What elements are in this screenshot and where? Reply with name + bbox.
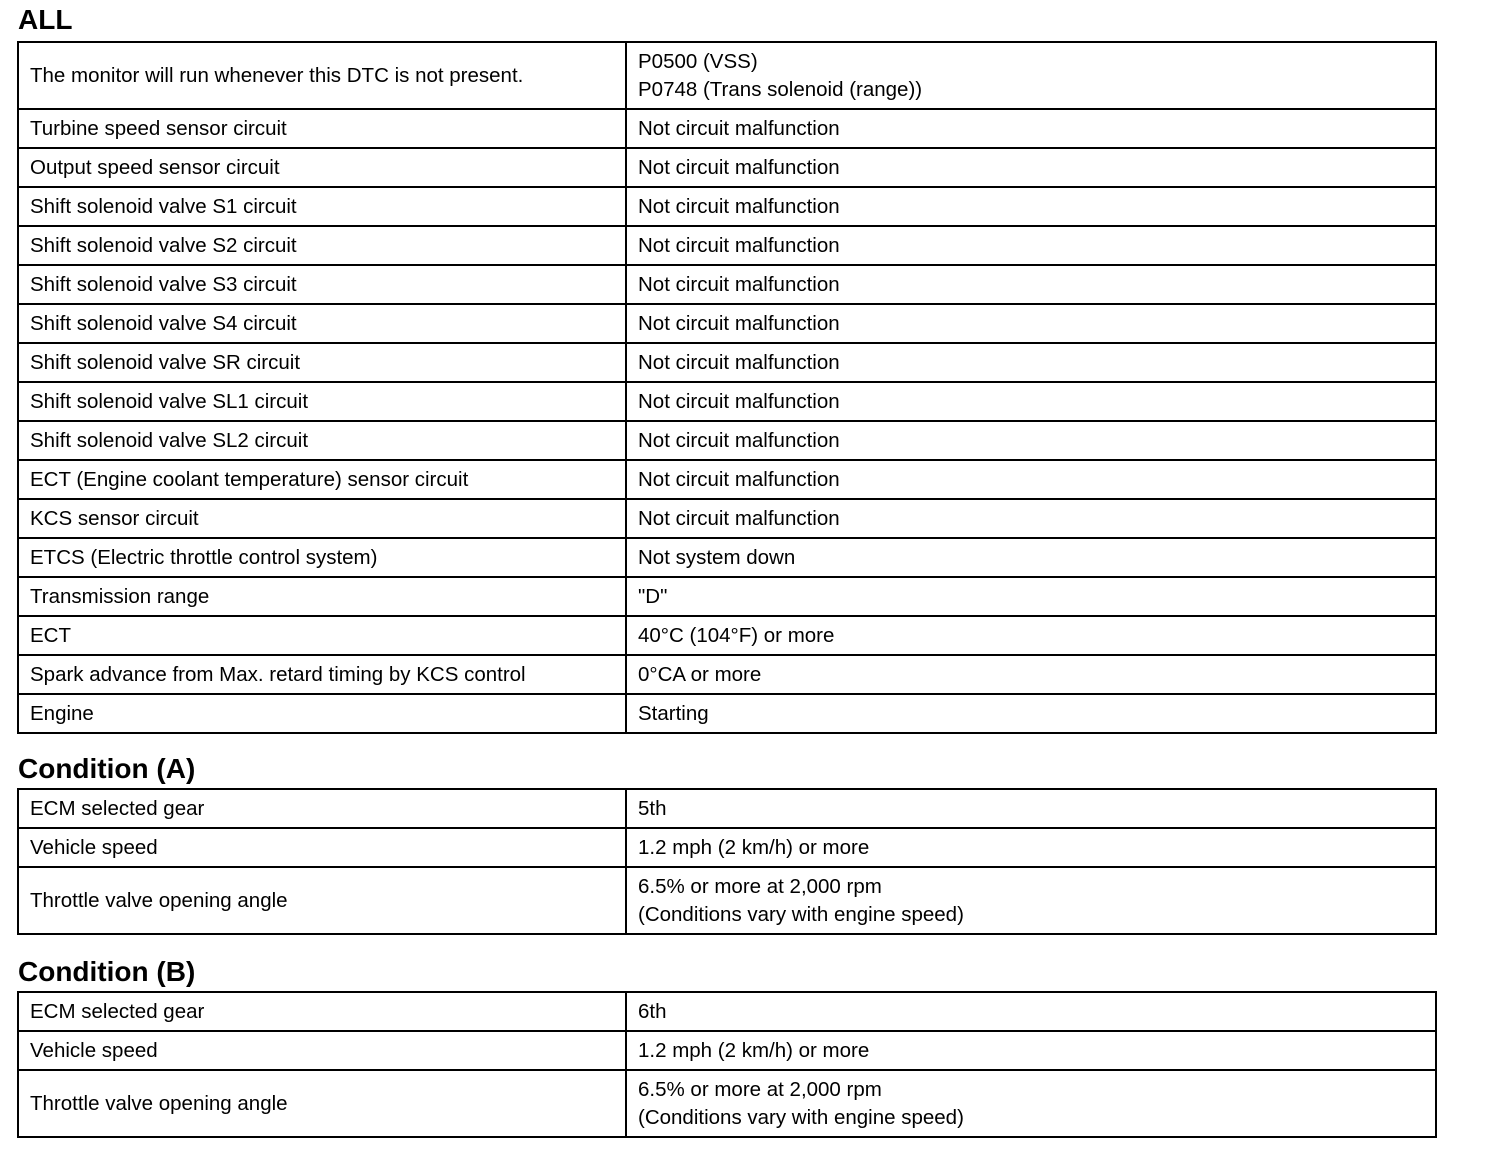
condition-value: Not circuit malfunction [626,304,1436,343]
condition-value: 5th [626,789,1436,828]
condition-item: Turbine speed sensor circuit [18,109,626,148]
section-title-condition-a: Condition (A) [18,753,196,784]
condition-item: ECM selected gear [18,789,626,828]
table-row [18,1070,1436,1137]
table-condition-a [17,788,1437,935]
table-row [18,577,1436,616]
value-line: 6.5% or more at 2,000 rpm [638,874,882,898]
condition-value: Not circuit malfunction [626,226,1436,265]
condition-value [626,42,1436,109]
condition-item: Output speed sensor circuit [18,148,626,187]
table-row [18,867,1436,934]
condition-item: Vehicle speed [18,1031,626,1070]
condition-value: 1.2 mph (2 km/h) or more [626,828,1436,867]
condition-value [626,1070,1436,1137]
condition-item: Vehicle speed [18,828,626,867]
table-row [18,343,1436,382]
condition-item: KCS sensor circuit [18,499,626,538]
table-row [18,616,1436,655]
table-row [18,421,1436,460]
condition-item: Engine [18,694,626,733]
condition-item: Throttle valve opening angle [18,1070,626,1137]
condition-value: Starting [626,694,1436,733]
condition-value: 40°C (104°F) or more [626,616,1436,655]
condition-item: ETCS (Electric throttle control system) [18,538,626,577]
condition-value: Not circuit malfunction [626,382,1436,421]
condition-item: Shift solenoid valve S2 circuit [18,226,626,265]
value-line: P0748 (Trans solenoid (range)) [638,77,923,101]
condition-item: Shift solenoid valve S1 circuit [18,187,626,226]
condition-value [626,867,1436,934]
condition-item: Spark advance from Max. retard timing by KCS control [18,655,626,694]
condition-value: 6th [626,992,1436,1031]
table-row [18,828,1436,867]
condition-item: Shift solenoid valve SL2 circuit [18,421,626,460]
condition-value: Not circuit malfunction [626,187,1436,226]
table-row [18,1031,1436,1070]
section-title-condition-b: Condition (B) [18,956,196,987]
table-condition-b [17,991,1437,1138]
table-row [18,265,1436,304]
condition-value: Not circuit malfunction [626,343,1436,382]
table-row [18,694,1436,733]
condition-value: Not circuit malfunction [626,421,1436,460]
table-row [18,655,1436,694]
value-line: P0500 (VSS) [638,49,758,73]
condition-item: Shift solenoid valve S3 circuit [18,265,626,304]
condition-item: Transmission range [18,577,626,616]
condition-item: Shift solenoid valve SR circuit [18,343,626,382]
condition-item: ECM selected gear [18,992,626,1031]
value-line: (Conditions vary with engine speed) [638,902,964,926]
condition-item: Throttle valve opening angle [18,867,626,934]
table-row [18,109,1436,148]
condition-value: Not circuit malfunction [626,109,1436,148]
value-line: (Conditions vary with engine speed) [638,1105,964,1129]
table-row [18,226,1436,265]
condition-item: The monitor will run whenever this DTC is not present. [18,42,626,109]
condition-value: Not circuit malfunction [626,265,1436,304]
condition-value: Not circuit malfunction [626,148,1436,187]
condition-value: 0°CA or more [626,655,1436,694]
condition-value: Not circuit malfunction [626,460,1436,499]
table-all [17,41,1437,734]
condition-value: Not circuit malfunction [626,499,1436,538]
condition-value: Not system down [626,538,1436,577]
section-title-all: ALL [18,4,73,35]
value-line: 6.5% or more at 2,000 rpm [638,1077,882,1101]
table-row [18,187,1436,226]
condition-value: "D" [626,577,1436,616]
table-row [18,499,1436,538]
table-row [18,304,1436,343]
table-row [18,460,1436,499]
condition-item: ECT [18,616,626,655]
table-row [18,42,1436,109]
table-row [18,992,1436,1031]
table-row [18,382,1436,421]
condition-item: Shift solenoid valve S4 circuit [18,304,626,343]
condition-item: ECT (Engine coolant temperature) sensor circuit [18,460,626,499]
table-row [18,148,1436,187]
table-row [18,538,1436,577]
table-row [18,789,1436,828]
condition-value: 1.2 mph (2 km/h) or more [626,1031,1436,1070]
condition-item: Shift solenoid valve SL1 circuit [18,382,626,421]
